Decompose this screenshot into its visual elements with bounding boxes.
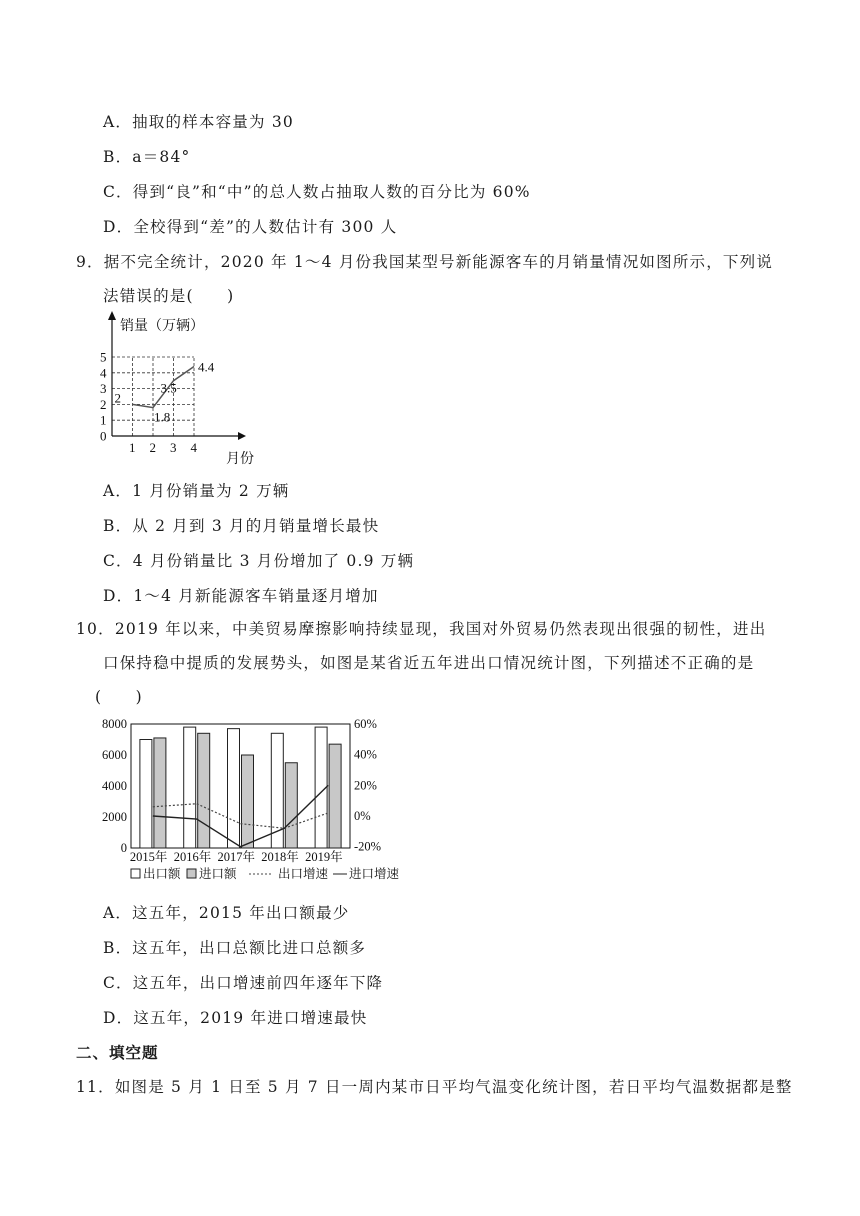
chart2-lines xyxy=(153,785,328,846)
chart2-bar-import xyxy=(242,755,254,848)
chart2-bar-import xyxy=(329,744,341,848)
q10-stem-line2: 口保持稳中提质的发展势头，如图是某省近五年进出口情况统计图，下列描述不正确的是 xyxy=(103,654,755,672)
chart2-ytick-left: 2000 xyxy=(102,810,127,824)
chart2-ytick-right: 20% xyxy=(354,778,377,793)
chart2-bar-export xyxy=(184,727,196,848)
chart2-ytick-left: 6000 xyxy=(102,748,127,762)
chart2-xtick-label: 2015年 xyxy=(129,850,168,864)
chart2-xtick-label: 2019年 xyxy=(305,850,343,864)
section-title: 二、填空题 xyxy=(76,1044,159,1062)
chart2-bar-export xyxy=(140,740,152,849)
chart2-ytick-right: 60% xyxy=(354,717,377,731)
chart1-data-label: 3.5 xyxy=(160,380,177,396)
chart2-line-export-growth xyxy=(153,804,328,829)
chart2-bar-export xyxy=(228,729,240,848)
chart2-legend-export: 出口额 xyxy=(143,867,181,881)
q10-stem-line3: ( ) xyxy=(95,688,143,706)
q8-option-a: A．抽取的样本容量为 30 xyxy=(103,113,294,131)
chart2-bar-import xyxy=(154,738,166,848)
chart1-ytick-label: 2 xyxy=(100,396,107,412)
q9-option-b: B．从 2 月到 3 月的月销量增长最快 xyxy=(103,517,380,535)
q9-option-d: D．1～4 月新能源客车销量逐月增加 xyxy=(103,587,379,605)
q9-option-a: A．1 月份销量为 2 万辆 xyxy=(103,482,290,500)
chart1-ytick-label: 0 xyxy=(100,428,107,444)
chart1-y-arrow xyxy=(108,311,116,320)
q8-option-d: D．全校得到“差”的人数估计有 300 人 xyxy=(103,218,398,236)
q9-stem-line1: 9．据不完全统计，2020 年 1～4 月份我国某型号新能源客车的月销量情况如图所示，下列说 xyxy=(76,253,774,271)
chart1-data-label: 2 xyxy=(114,390,121,406)
chart1-ytick-label: 1 xyxy=(100,412,107,428)
q10-option-c: C．这五年，出口增速前四年逐年下降 xyxy=(103,974,384,992)
q9-stem-line2: 法错误的是( ) xyxy=(103,287,235,305)
q11-stem: 11．如图是 5 月 1 日至 5 月 7 日一周内某市日平均气温变化统计图，若日平均气温数据都是整 xyxy=(76,1078,793,1096)
q10-option-b: B．这五年，出口总额比进口总额多 xyxy=(103,939,367,957)
chart1-xtick-label: 2 xyxy=(149,440,156,455)
q10-trade-chart xyxy=(88,712,408,890)
chart1-xtick-label: 3 xyxy=(170,440,177,455)
chart2-ytick-right: 40% xyxy=(354,747,377,762)
chart2-ytick-right: -20% xyxy=(354,839,382,854)
chart2-ytick-left: 8000 xyxy=(102,717,127,731)
chart2-bar-import xyxy=(285,763,297,848)
chart2-xtick-label: 2018年 xyxy=(261,850,299,864)
chart1-series xyxy=(115,359,215,424)
q10-stem-line1: 10．2019 年以来，中美贸易摩擦影响持续显现，我国对外贸易仍然表现出很强的韧性，进出 xyxy=(76,620,767,638)
chart1-ytick-label: 3 xyxy=(100,381,107,397)
chart1-ytick-label: 5 xyxy=(100,349,107,365)
chart2-legend xyxy=(131,866,400,881)
chart2-bars xyxy=(131,724,350,848)
q9-option-c: C．4 月份销量比 3 月份增加了 0.9 万辆 xyxy=(103,552,415,570)
chart2-legend-swatch-import xyxy=(187,869,196,878)
chart1-grid xyxy=(112,357,194,436)
chart1-ytick-label: 4 xyxy=(100,365,107,381)
chart1-ylabel: 销量（万辆） xyxy=(120,318,204,334)
chart1-xtick-label: 1 xyxy=(129,440,136,455)
chart2-legend-import-growth: 进口增速 xyxy=(349,867,400,881)
q10-option-d: D．这五年，2019 年进口增速最快 xyxy=(103,1009,368,1027)
chart1-data-label: 4.4 xyxy=(198,359,215,375)
q8-option-b: B．a＝84° xyxy=(103,148,191,166)
chart2-line-import-growth xyxy=(153,785,328,846)
chart2-bar-import xyxy=(198,733,210,848)
chart2-legend-export-growth: 出口增速 xyxy=(278,867,329,881)
chart1-data-label: 1.8 xyxy=(154,409,171,425)
q9-sales-chart xyxy=(90,308,280,470)
chart2-ytick-right: 0% xyxy=(354,809,371,823)
chart2-xtick-label: 2016年 xyxy=(173,850,212,864)
q8-option-c: C．得到“良”和“中”的总人数占抽取人数的百分比为 60% xyxy=(103,183,531,201)
chart1-xtick-label: 4 xyxy=(190,440,197,455)
chart2-xtick-label: 2017年 xyxy=(217,850,256,864)
chart2-ytick-left: 0 xyxy=(120,841,127,855)
chart2-ytick-left: 4000 xyxy=(102,779,127,793)
chart2-legend-swatch-export xyxy=(131,869,140,878)
q10-option-a: A．这五年，2015 年出口额最少 xyxy=(103,904,350,922)
chart2-legend-import: 进口额 xyxy=(199,867,237,881)
chart1-xlabel: 月份 xyxy=(226,451,254,467)
chart1-x-arrow xyxy=(238,432,246,440)
